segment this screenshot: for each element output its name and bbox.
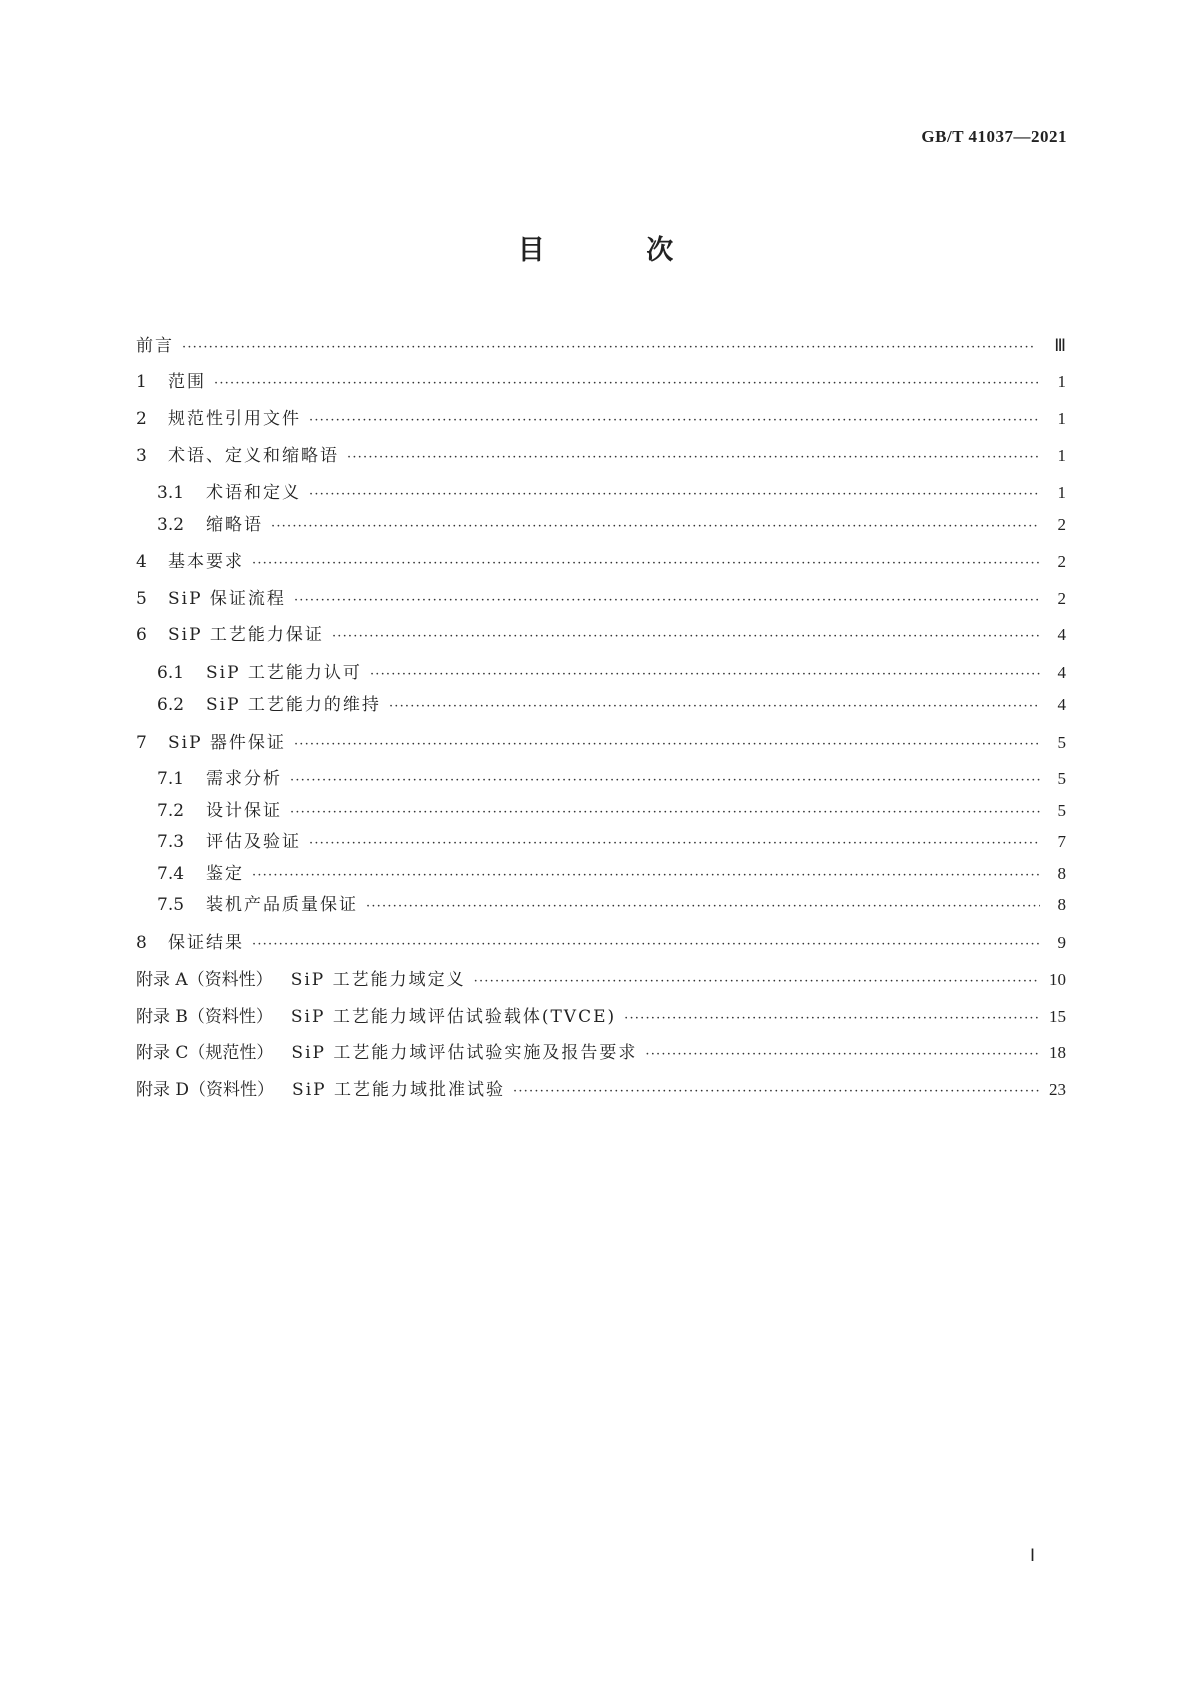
dot-leader [271, 519, 1040, 534]
toc-entry[interactable] [157, 827, 1066, 851]
toc-entry-page: 2 [1057, 515, 1066, 534]
toc-entry-page: 23 [1049, 1080, 1066, 1099]
toc-entry-number: 4 [136, 552, 147, 572]
toc-entry-label: SiP 工艺能力认可 [206, 663, 362, 683]
toc-entry[interactable] [136, 1075, 1066, 1099]
toc-entry[interactable] [157, 510, 1066, 534]
toc-entry-label: 规范性引用文件 [168, 409, 301, 429]
toc-entry-label: 保证结果 [168, 933, 244, 953]
standard-number: GB/T 41037—2021 [921, 127, 1067, 146]
toc-entry[interactable] [136, 1038, 1066, 1062]
toc-entry-page: 2 [1057, 552, 1066, 571]
toc-entry[interactable] [157, 796, 1066, 820]
dot-leader [370, 667, 1040, 682]
toc-entry-label: 术语、定义和缩略语 [168, 446, 339, 466]
toc-entry-label: SiP 工艺能力保证 [168, 625, 324, 645]
toc-entry[interactable] [157, 658, 1066, 682]
toc-entry[interactable] [157, 690, 1066, 714]
toc-entry-page: 4 [1057, 625, 1066, 644]
dot-leader [474, 974, 1039, 989]
toc-entry-number: 附录 C（规范性） [136, 1043, 274, 1063]
toc-entry-label: SiP 工艺能力的维持 [206, 695, 381, 715]
toc-entry-page: 10 [1049, 970, 1066, 989]
dot-leader [347, 450, 1040, 465]
toc-entry-label: 范围 [168, 372, 206, 392]
toc-entry-number: 3 [136, 446, 147, 466]
toc-entry-page: 1 [1057, 483, 1066, 502]
dot-leader [366, 899, 1040, 914]
toc-entry[interactable] [136, 728, 1066, 752]
toc-entry-number: 7.2 [157, 801, 185, 821]
toc-entry-page: 4 [1057, 663, 1066, 682]
toc-entry-label: SiP 工艺能力域评估试验载体(TVCE) [290, 1007, 617, 1027]
toc-entry-number: 3.1 [157, 483, 185, 503]
dot-leader [332, 629, 1040, 644]
toc-entry-page: 1 [1057, 446, 1066, 465]
toc-entry-number: 附录 B（资料性） [136, 1007, 273, 1027]
dot-leader [624, 1011, 1039, 1026]
toc-entry-label: 缩略语 [206, 515, 263, 535]
toc-entry[interactable] [157, 890, 1066, 914]
toc-entry-number: 3.2 [157, 515, 185, 535]
toc-entry-number: 7.3 [157, 832, 185, 852]
toc-entry[interactable] [136, 367, 1066, 391]
dot-leader [309, 487, 1040, 502]
toc-entry-number: 5 [136, 589, 147, 609]
toc-entry[interactable] [157, 859, 1066, 883]
toc-entry-page: 18 [1049, 1043, 1066, 1062]
toc-entry[interactable] [136, 928, 1066, 952]
toc-entry-label: 基本要求 [168, 552, 244, 572]
dot-leader [214, 376, 1040, 391]
toc-entry[interactable] [136, 441, 1066, 465]
toc-entry-label: SiP 器件保证 [168, 733, 286, 753]
toc-entry-number: 8 [136, 933, 147, 953]
toc-entry[interactable] [136, 331, 1066, 355]
toc-entry-number: 附录 D（资料性） [136, 1080, 275, 1100]
toc-entry-page: 7 [1057, 832, 1066, 851]
toc-entry[interactable] [136, 620, 1066, 644]
toc-entry-page: 1 [1057, 409, 1066, 428]
toc-entry-label: 装机产品质量保证 [206, 895, 358, 915]
toc-entry-number: 附录 A（资料性） [136, 970, 273, 990]
toc-entry-label: 需求分析 [206, 769, 282, 789]
toc-entry-label: 前言 [136, 336, 174, 356]
footer-page-number: Ⅰ [1030, 1546, 1036, 1565]
dot-leader [182, 340, 1040, 355]
toc-entry[interactable] [136, 1002, 1066, 1026]
toc-entry-page: 8 [1057, 864, 1066, 883]
toc-entry-number: 7.4 [157, 864, 185, 884]
toc-entry-page: 8 [1057, 895, 1066, 914]
toc-entry-number: 7.1 [157, 769, 185, 789]
dot-leader [645, 1047, 1039, 1062]
toc-entry[interactable] [136, 584, 1066, 608]
toc-entry-page: 1 [1057, 372, 1066, 391]
toc-entry-label: SiP 工艺能力域评估试验实施及报告要求 [291, 1043, 638, 1063]
toc-entry[interactable] [157, 478, 1066, 502]
toc-entry-page: 4 [1057, 695, 1066, 714]
dot-leader [513, 1084, 1039, 1099]
toc-entry-number: 6 [136, 625, 147, 645]
toc-entry-page: 5 [1057, 769, 1066, 788]
toc-entry-number: 7.5 [157, 895, 185, 915]
toc-entry[interactable] [157, 764, 1066, 788]
toc-entry-page: 5 [1057, 801, 1066, 820]
toc-entry[interactable] [136, 547, 1066, 571]
toc-entry-number: 2 [136, 409, 147, 429]
dot-leader [294, 593, 1040, 608]
toc-entry-label: 术语和定义 [206, 483, 301, 503]
toc-entry[interactable] [136, 404, 1066, 428]
toc-entry[interactable] [136, 965, 1066, 989]
dot-leader [290, 773, 1040, 788]
dot-leader [294, 737, 1040, 752]
dot-leader [389, 699, 1040, 714]
dot-leader [252, 868, 1040, 883]
dot-leader [252, 556, 1040, 571]
toc-entry-page: Ⅲ [1054, 336, 1066, 355]
dot-leader [309, 413, 1040, 428]
toc-entry-label: 评估及验证 [206, 832, 301, 852]
toc-entry-page: 2 [1057, 589, 1066, 608]
toc-entry-label: SiP 工艺能力域定义 [290, 970, 466, 990]
dot-leader [309, 836, 1040, 851]
toc-entry-page: 9 [1057, 933, 1066, 952]
page-title: 目 次 [517, 235, 720, 266]
toc-entry-label: 设计保证 [206, 801, 282, 821]
dot-leader [290, 805, 1040, 820]
toc-entry-page: 15 [1049, 1007, 1066, 1026]
toc-entry-label: SiP 工艺能力域批准试验 [292, 1080, 505, 1100]
toc-entry-number: 6.1 [157, 663, 185, 683]
dot-leader [252, 937, 1040, 952]
toc-entry-label: 鉴定 [206, 864, 244, 884]
toc-entry-number: 6.2 [157, 695, 185, 715]
toc-entry-number: 7 [136, 733, 147, 753]
toc-entry-number: 1 [136, 372, 147, 392]
toc-entry-label: SiP 保证流程 [168, 589, 286, 609]
toc-entry-page: 5 [1057, 733, 1066, 752]
